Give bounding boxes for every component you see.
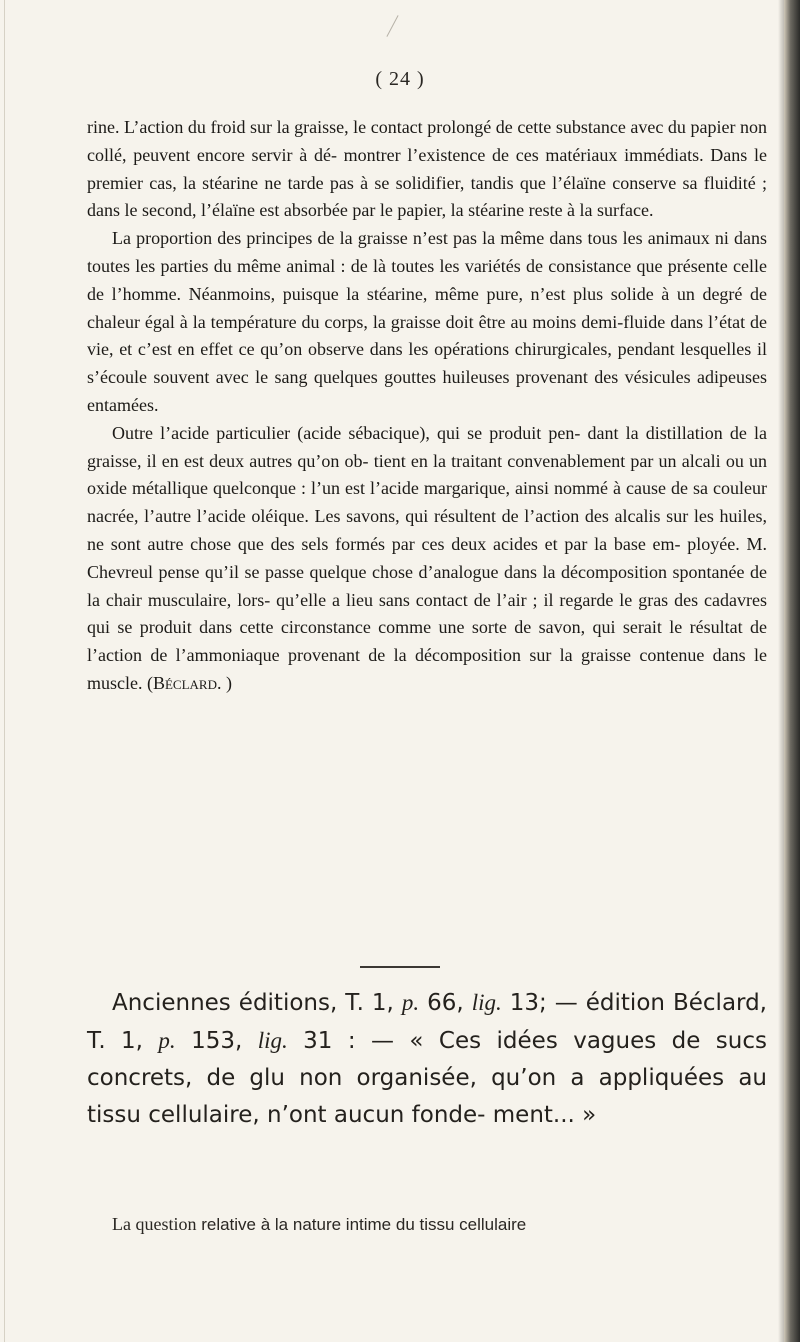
note-tail-rest: relative à la nature intime du tissu cellulaire bbox=[196, 1215, 527, 1234]
editorial-note-text bbox=[87, 984, 767, 1134]
paragraph-continuation: rine. L’action du froid sur la graisse, le contact prolongé de cette substance avec du papier non collé, peuvent encore servir à dé- montrer l’existence de ces matériaux immédiats. Dans le premier cas, la stéarine ne tarde pas à se solidifier, tandis que l’élaïne conserve sa fluidité ; dans le second, l’élaïne est absorbée par le papier, la stéarine reste à la surface. bbox=[87, 117, 767, 221]
paragraph-acids-text: Outre l’acide particulier (acide sébacique), qui se produit pen- dant la distillation de la graisse, il en est deux autres qu’on ob- tient en la traitant convenablement par un alcali ou un oxide métallique quelconque : l’un est l’acide margarique, ainsi nommé à cause de sa couleur nacrée, l’autre l’acide oléique. Les savons, qui résultent de l’action des alcalis sur les huiles, ne sont autre chose que des sels formés par ces deux acides et par la base em- ployée. M. Chevreul pense qu’il se passe quelque chose d’analogue dans la décomposition spontanée de la chair musculaire, lors- qu’elle a lieu sans contact de l’air ; il regarde le gras des cadavres qui se produit dans cette circonstance comme une sorte de savon, qui serait le résultat de l’action de l’ammoniaque provenant de la décomposition sur la graisse contenue dans le muscle. ( bbox=[87, 422, 767, 693]
editorial-note bbox=[87, 984, 767, 1134]
note-text-2: 66, bbox=[419, 990, 472, 1016]
note-text-3: 13; — édition Béclard, T. 1, bbox=[87, 990, 767, 1054]
body-text bbox=[87, 114, 767, 698]
pencil-mark bbox=[386, 15, 398, 37]
note-page-abbrev-1: p. bbox=[401, 990, 420, 1015]
author-signature: Béclard. bbox=[152, 672, 222, 693]
left-margin-rule bbox=[4, 0, 5, 1342]
note-text-4: 153, bbox=[175, 1028, 258, 1054]
note-page-abbrev-2: p. bbox=[158, 1028, 176, 1053]
section-separator-rule bbox=[360, 966, 440, 968]
book-binding-edge bbox=[784, 0, 800, 1342]
paragraph-fat-proportion: La proportion des principes de la graisse n’est pas la même dans tous les animaux ni dans toutes les parties du même animal : de là toutes les variétés de consistance que présente celle de l’homme. Néanmoins, puisque la stéarine, même pure, n’est plus solide à un degré de chaleur égal à la température du corps, la graisse doit être au moins demi-fluide dans l’état de vie, et c’est en effet ce qu’on observe dans les opérations chirurgicales, pendant lesquelles il s’écoule souvent avec le sang quelques gouttes huileuses provenant des vésicules adipeuses entamées. bbox=[87, 228, 767, 415]
paragraph-acids bbox=[87, 420, 767, 698]
note-tail-lead: La question bbox=[112, 1214, 197, 1234]
note-continuation-line bbox=[112, 1212, 772, 1237]
note-line-abbrev-2: lig. bbox=[257, 1028, 288, 1053]
signature-close: ) bbox=[221, 672, 232, 693]
page-number: ( 24 ) bbox=[375, 68, 425, 90]
note-text-5: 31 : — « Ces idées vagues de sucs concrets, de glu non organisée, qu’on a appliquées au tissu cellulaire, n’ont aucun fonde- ment... » bbox=[87, 1028, 767, 1128]
note-line-abbrev-1: lig. bbox=[471, 990, 502, 1015]
note-text-1: Anciennes éditions, T. 1, bbox=[112, 990, 402, 1016]
